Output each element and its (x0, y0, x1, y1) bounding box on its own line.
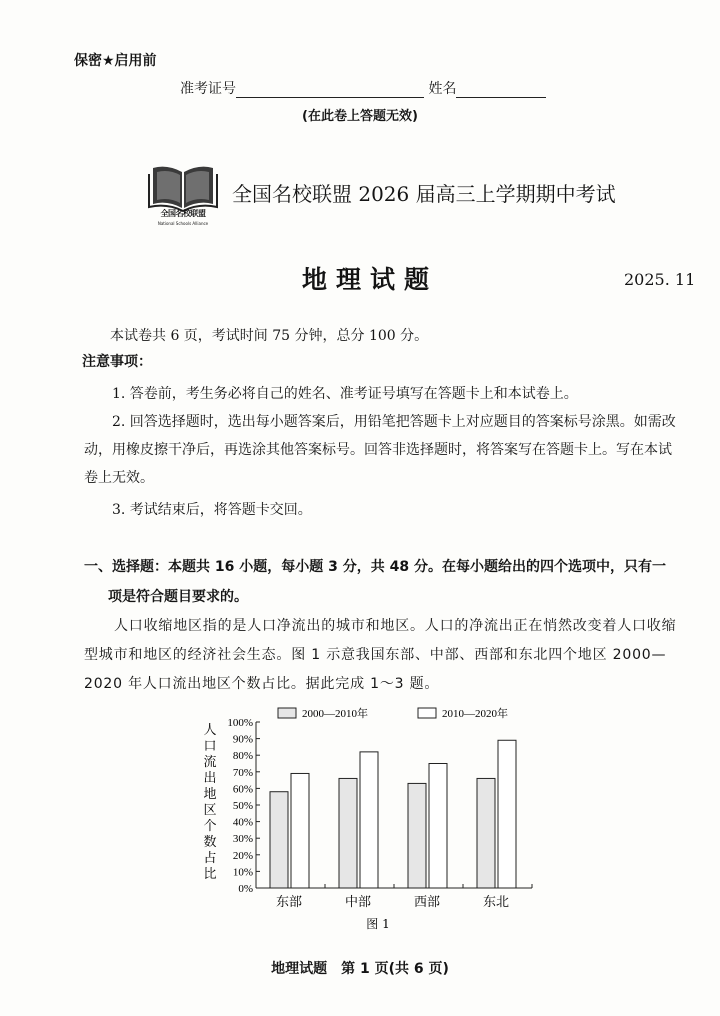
exam-title: 全国名校联盟 2026 届高三上学期期中考试 (232, 182, 616, 206)
y-tick-label: 60% (232, 783, 253, 796)
y-tick-label: 100% (227, 717, 253, 729)
bar-series2 (498, 740, 516, 888)
name-label: 姓名 (428, 81, 457, 97)
figure-caption: 图 1 (366, 917, 390, 931)
y-axis-label-char: 人 (203, 723, 217, 738)
x-tick-label: 西部 (413, 895, 441, 910)
name-blank (456, 83, 546, 98)
note-item-2: 2. 回答选择题时，选出每小题答案后，用铅笔把答题卡上对应题目的答案标号涂黑。如需改动，用橡皮擦干净后，再选涂其他答案标号。回答非选择题时，将答案写在答题卡上。写在本试卷上无效。 (84, 414, 676, 486)
legend-label: 2010—2020年 (442, 708, 508, 720)
bar-series2 (360, 752, 378, 888)
section-heading (84, 552, 680, 612)
bar-series1 (339, 778, 357, 888)
legend-swatch (278, 708, 296, 718)
subject-title: 地理试题 (301, 265, 438, 294)
y-axis-label-char: 口 (203, 739, 217, 754)
note-item-1: 1. 答卷前，考生务必将自己的姓名、准考证号填写在答题卡上和本试卷上。 (112, 386, 578, 402)
y-tick-label: 0% (238, 883, 253, 895)
candidate-info-line (180, 78, 546, 98)
note-item-3: 3. 考试结束后，将答题卡交回。 (112, 502, 312, 518)
exam-intro: 本试卷共 6 页，考试时间 75 分钟，总分 100 分。 (110, 328, 429, 344)
bar-series2 (429, 764, 447, 889)
y-axis-label-char: 数 (203, 835, 217, 850)
y-axis-label-char: 占 (203, 851, 217, 866)
section-heading-line1: 一、选择题：本题共 16 小题，每小题 3 分，共 48 分。在每小题给出的四个选项中，只有一 (84, 559, 666, 575)
exam-id-label: 准考证号 (180, 81, 236, 97)
y-axis-label-char: 个 (203, 819, 217, 834)
x-tick-label: 东北 (482, 895, 510, 910)
invalid-notice: (在此卷上答题无效) (302, 109, 418, 124)
y-tick-label: 10% (232, 866, 253, 879)
y-tick-label: 30% (232, 833, 253, 846)
section-heading-line2: 项是符合题目要求的。 (108, 589, 248, 605)
y-axis-label-char: 地 (203, 787, 217, 802)
y-tick-label: 20% (232, 849, 253, 862)
logo-name-cn: 全国名校联盟 (160, 209, 206, 218)
question-material: 人口收缩地区指的是人口净流出的城市和地区。人口的净流出正在悄然改变着人口收缩型城市和地区的经济社会生态。图 1 示意我国东部、中部、西部和东北四个地区 2000—2020 年人口流出地区个数占比。据此完成 1～3 题。 (84, 618, 677, 692)
y-axis-label-char: 流 (203, 755, 217, 770)
bar-chart (200, 702, 540, 942)
bar-series2 (291, 773, 309, 888)
legend-swatch (418, 708, 436, 718)
y-axis-label-char: 比 (203, 867, 217, 882)
exam-id-blank (236, 83, 424, 98)
x-tick-label: 中部 (344, 895, 372, 910)
y-tick-label: 70% (232, 766, 253, 779)
x-tick-label: 东部 (275, 895, 303, 910)
y-tick-label: 40% (232, 816, 253, 829)
notes-title: 注意事项： (82, 354, 152, 370)
y-axis-label-char: 区 (203, 803, 217, 818)
y-tick-label: 80% (232, 750, 253, 763)
exam-date: 2025. 11 (624, 270, 696, 289)
page-footer: 地理试题 第 1 页(共 6 页) (271, 961, 449, 977)
logo-name-en: National Schools Alliance (157, 221, 209, 226)
bar-series1 (270, 792, 288, 888)
y-tick-label: 50% (232, 800, 253, 812)
legend-label: 2000—2010年 (302, 708, 368, 720)
bar-series1 (408, 783, 426, 888)
y-tick-label: 90% (232, 733, 253, 746)
bar-series1 (477, 778, 495, 888)
y-axis-label-char: 出 (203, 771, 217, 786)
confidential-label: 保密★启用前 (74, 53, 157, 69)
